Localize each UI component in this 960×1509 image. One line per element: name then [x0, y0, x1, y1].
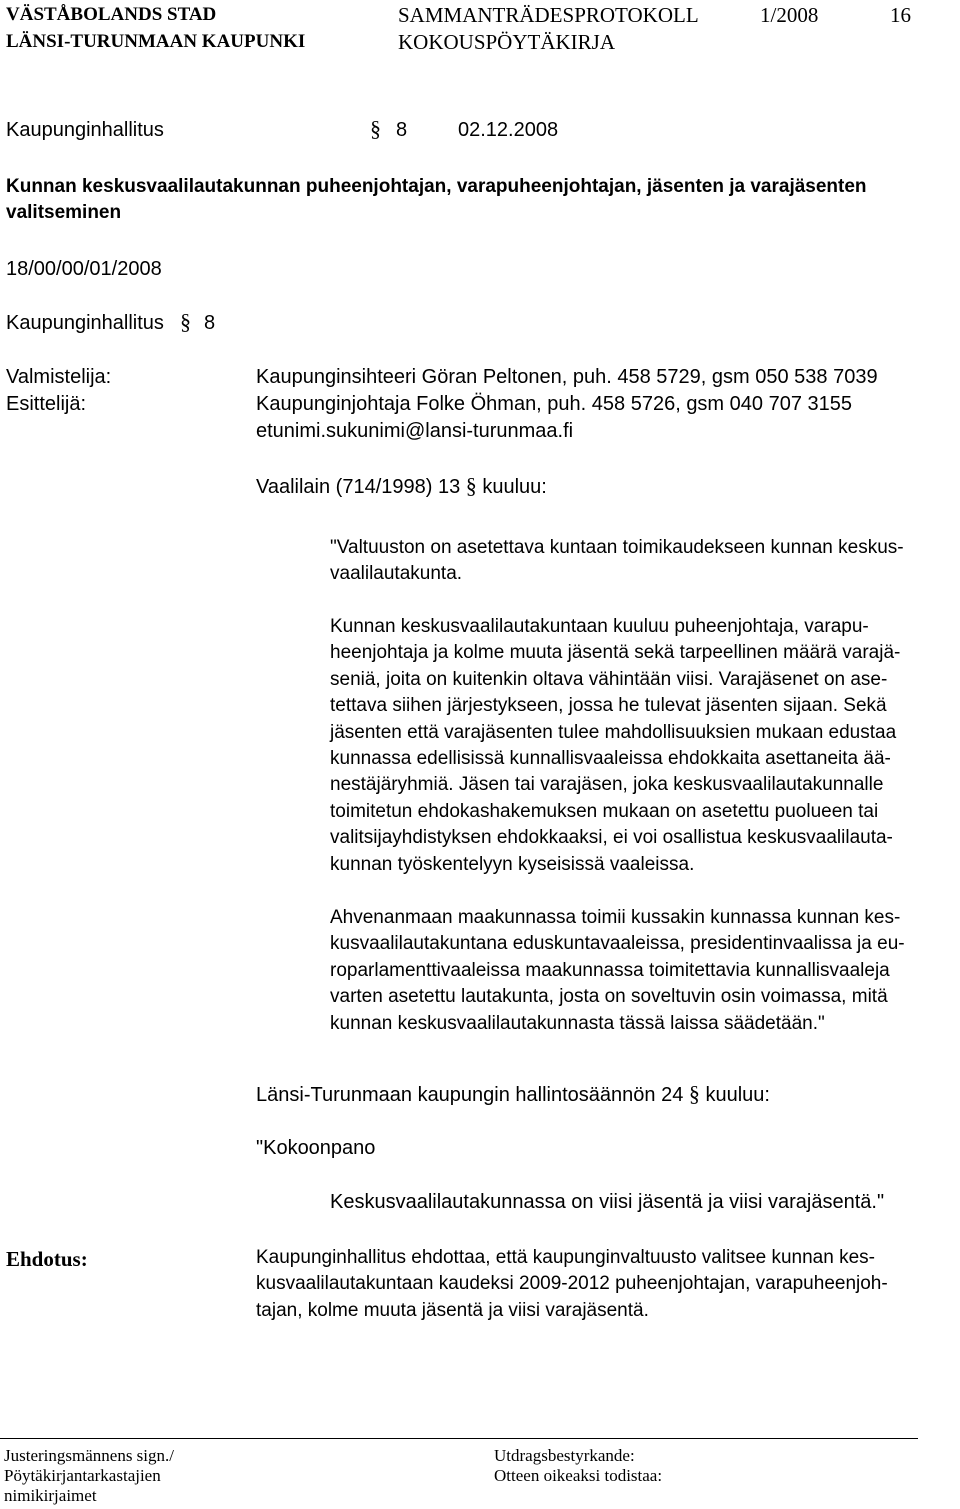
footer-left-line-1: Justeringsmännens sign./	[4, 1446, 174, 1465]
doc-type-swedish: SAMMANTRÄDESPROTOKOLL	[398, 3, 699, 27]
quote-p3-line: varten asetettu lautakunta, josta on soveltuvin osin voimassa, mitä	[330, 986, 888, 1008]
quote-p2-line: Kunnan keskusvaalilautakuntaan kuuluu puheenjohtaja, varapu-	[330, 616, 869, 637]
meeting-date: 02.12.2008	[458, 119, 559, 141]
quote-p2-line: kunnassa edellisissä kunnallisvaaleissa ehdokkaita asettaneita ää-	[330, 748, 891, 770]
proposal-line: tajan, kolme muuta jäsentä ja viisi varajäsentä.	[256, 1299, 649, 1321]
quote-p2-line: heenjohtaja ja kolme muuta jäsentä sekä tarpeellinen määrä varajä-	[330, 642, 901, 664]
quote-p3-line: Ahvenanmaan maakunnassa toimii kussakin kunnassa kunnan kes-	[330, 907, 901, 928]
quote-p2-line: seniä, joita on kuitenkin oltava vähintään viisi. Varajäsenet on ase-	[330, 668, 888, 690]
law-intro-suffix: kuuluu:	[482, 476, 547, 498]
section-ref-body: Kaupunginhallitus	[6, 312, 164, 334]
footer-rule	[0, 1438, 918, 1439]
presenter-email: etunimi.sukunimi@lansi-turunmaa.fi	[256, 420, 574, 442]
preparer-label: Valmistelija:	[6, 366, 112, 388]
regulation-intro-suffix: kuuluu:	[705, 1084, 770, 1106]
agenda-title-line-1: Kunnan keskusvaalilautakunnan puheenjohtajan, varapuheenjohtajan, jäsenten ja varajäsenten	[6, 176, 867, 197]
page-number: 16	[890, 3, 911, 27]
footer-right-line-1: Utdragsbestyrkande:	[494, 1446, 635, 1465]
org-name-finnish: LÄNSI-TURUNMAAN KAUPUNKI	[6, 31, 306, 52]
section-sign: §	[370, 116, 381, 141]
regulation-intro	[256, 1081, 770, 1108]
proposal-text	[256, 1245, 888, 1324]
quote-p2-line: nestäjäryhmiä. Jäsen tai varajäsen, joka keskusvaalilautakunnalle	[330, 774, 884, 796]
quote-paragraph-1	[330, 535, 904, 588]
reference-number: 18/00/00/01/2008	[6, 258, 162, 280]
org-name-swedish: VÄSTÅBOLANDS STAD	[6, 4, 217, 25]
doc-type-finnish: KOKOUSPÖYTÄKIRJA	[398, 30, 616, 54]
footer-right-line-2: Otteen oikeaksi todistaa:	[494, 1466, 663, 1485]
presenter-label: Esittelijä:	[6, 393, 87, 415]
quote-p3-line: kunnan keskusvaalilautakunnasta tässä laissa säädetään."	[330, 1012, 825, 1034]
regulation-intro-text: Länsi-Turunmaan kaupungin hallintosäännön 24	[256, 1084, 684, 1106]
quote-p2-line: tettava siihen järjestykseen, jossa he tulevat jäsenten sijaan. Sekä	[330, 695, 887, 717]
proposal-label: Ehdotus:	[6, 1247, 88, 1271]
footer-left-line-2: Pöytäkirjantarkastajien	[4, 1466, 161, 1485]
meeting-body: Kaupunginhallitus	[6, 119, 164, 141]
proposal-line: kusvaalilautakuntaan kaudeksi 2009-2012 puheenjohtajan, varapuheenjoh-	[256, 1273, 888, 1295]
section-ref-number: 8	[204, 312, 216, 334]
quote-p1-line: "Valtuuston on asetettava kuntaan toimikaudekseen kunnan keskus-	[330, 537, 904, 558]
law-section-sign: §	[465, 473, 477, 498]
quote-p2-line: kunnan työskentelyyn kyseisissä vaaleissa.	[330, 853, 695, 875]
quote-paragraph-3	[330, 905, 905, 1037]
quote-p1-line: vaalilautakunta.	[330, 563, 463, 585]
quote-p2-line: valitsijayhdistyksen ehdokkaaksi, ei voi osallistua keskusvaalilauta-	[330, 827, 893, 849]
presenter-value: Kaupunginjohtaja Folke Öhman, puh. 458 5726, gsm 040 707 3155	[256, 393, 852, 415]
doc-number: 1/2008	[760, 3, 819, 27]
law-intro-text: Vaalilain (714/1998) 13	[256, 476, 461, 498]
section-number: 8	[396, 119, 408, 141]
preparer-value: Kaupunginsihteeri Göran Peltonen, puh. 458 5729, gsm 050 538 7039	[256, 366, 878, 388]
law-intro	[256, 473, 547, 500]
quote-p3-line: kusvaalilautakuntana eduskuntavaaleissa, presidentinvaalissa ja eu-	[330, 933, 905, 955]
composition-heading: "Kokoonpano	[256, 1137, 376, 1159]
quote-p3-line: roparlamenttivaaleissa maakunnassa toimitettavia kunnallisvaaleja	[330, 959, 890, 981]
quote-p2-line: jäsenten että varajäsenten tulee mahdollisuuksien mukaan edustaa	[330, 721, 897, 743]
proposal-line: Kaupunginhallitus ehdottaa, että kaupunginvaltuusto valitsee kunnan kes-	[256, 1247, 875, 1268]
quote-p2-line: toimitetun ehdokashakemuksen mukaan on asetettu puolueen tai	[330, 800, 879, 822]
footer-left-line-3: nimikirjaimet	[4, 1486, 97, 1505]
quote-paragraph-2	[330, 614, 900, 878]
section-ref-sign: §	[180, 309, 191, 334]
composition-text: Keskusvaalilautakunnassa on viisi jäsentä ja viisi varajäsentä."	[330, 1191, 885, 1213]
regulation-section-sign: §	[688, 1081, 700, 1106]
agenda-title-line-2: valitseminen	[6, 202, 122, 223]
